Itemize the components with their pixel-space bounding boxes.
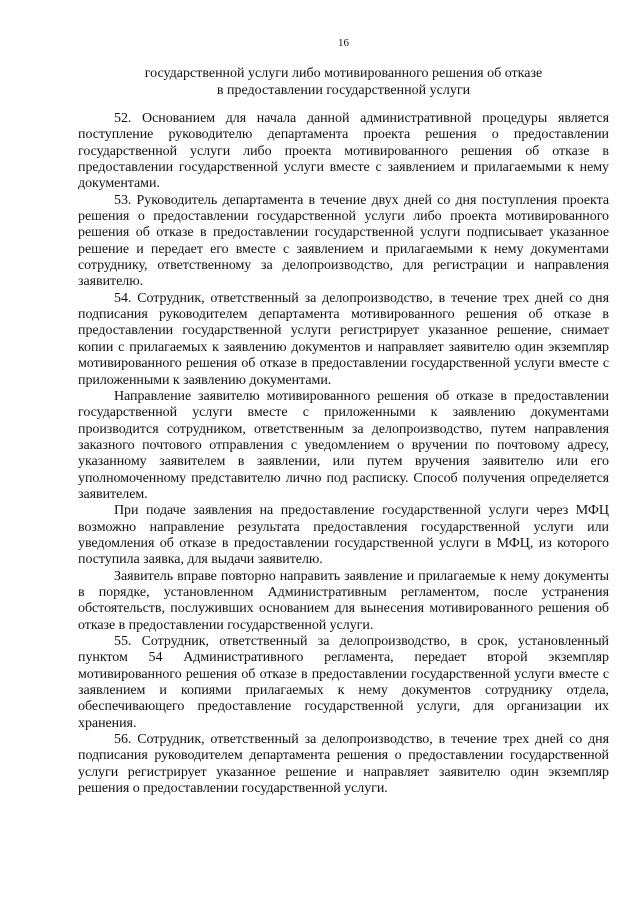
paragraph-54-resubmission: Заявитель вправе повторно направить заявление и прилагаемые к нему документы в порядке, установленном Административным регламентом, после устранения обстоятельств, послуживших основанием для вынесения мотивированного решения об отказе в предоставлении государственной услуги. (78, 568, 609, 633)
section-heading-line-1: государственной услуги либо мотивированного решения об отказе (144, 66, 543, 81)
section-heading (78, 65, 609, 99)
page-number: 16 (338, 37, 349, 49)
paragraph-54-delivery: Направление заявителю мотивированного решения об отказе в предоставлении государственной услуги вместе с приложенными к заявлению документами производится сотрудником, ответственным за делопроизводство, путем направления заказного почтового отправления с уведомлением о вручении по почтовому адресу, указанному заявителем в заявлении, или путем вручения заявителю или его уполномоченному представителю лично под расписку. Способ получения определяется заявителем. (78, 388, 609, 502)
paragraph-54: 54. Сотрудник, ответственный за делопроизводство, в течение трех дней со дня подписания руководителем департамента мотивированного решения об отказе в предоставлении государственной услуги регистрирует указанное решение, снимает копии с прилагаемых к заявлению документов и направляет заявителю один экземпляр мотивированного решения об отказе в предоставлении государственной услуги вместе с приложенными к заявлению документами. (78, 290, 609, 388)
paragraph-56: 56. Сотрудник, ответственный за делопроизводство, в течение трех дней со дня подписания руководителем департамента решения о предоставлении государственной услуги регистрирует указанное решение и направляет заявителю один экземпляр решения о предоставлении государственной услуги. (78, 732, 609, 797)
document-page (78, 36, 609, 797)
paragraph-55: 55. Сотрудник, ответственный за делопроизводство, в срок, установленный пунктом 54 Административного регламента, передает второй экземпляр мотивированного решения об отказе в предоставлении государственной услуги вместе с заявлением и копиями прилагаемых к нему документов сотруднику отдела, обеспечивающего предоставление государственной услуги, для организации их хранения. (78, 634, 609, 731)
paragraph-53: 53. Руководитель департамента в течение двух дней со дня поступления проекта решения о предоставлении государственной услуги либо проекта мотивированного решения об отказе в предоставлении государственной услуги подписывает указанное решение и передает его вместе с заявлением и прилагаемыми к нему документами сотруднику, ответственному за делопроизводство, для регистрации и направления заявителю. (78, 192, 609, 290)
paragraph-52: 52. Основанием для начала данной административной процедуры является поступление руководителю департамента проекта решения о предоставлении государственной услуги либо проекта мотивированного решения об отказе в предоставлении государственной услуги вместе с заявлением и прилагаемыми к нему документами. (78, 111, 609, 192)
section-heading-line-2: в предоставлении государственной услуги (216, 83, 471, 98)
paragraph-54-mfc: При подаче заявления на предоставление государственной услуги через МФЦ возможно направление результата предоставления государственной услуги или уведомления об отказе в предоставлении государственной услуги в МФЦ, из которого поступила заявка, для выдачи заявителю. (78, 503, 609, 568)
